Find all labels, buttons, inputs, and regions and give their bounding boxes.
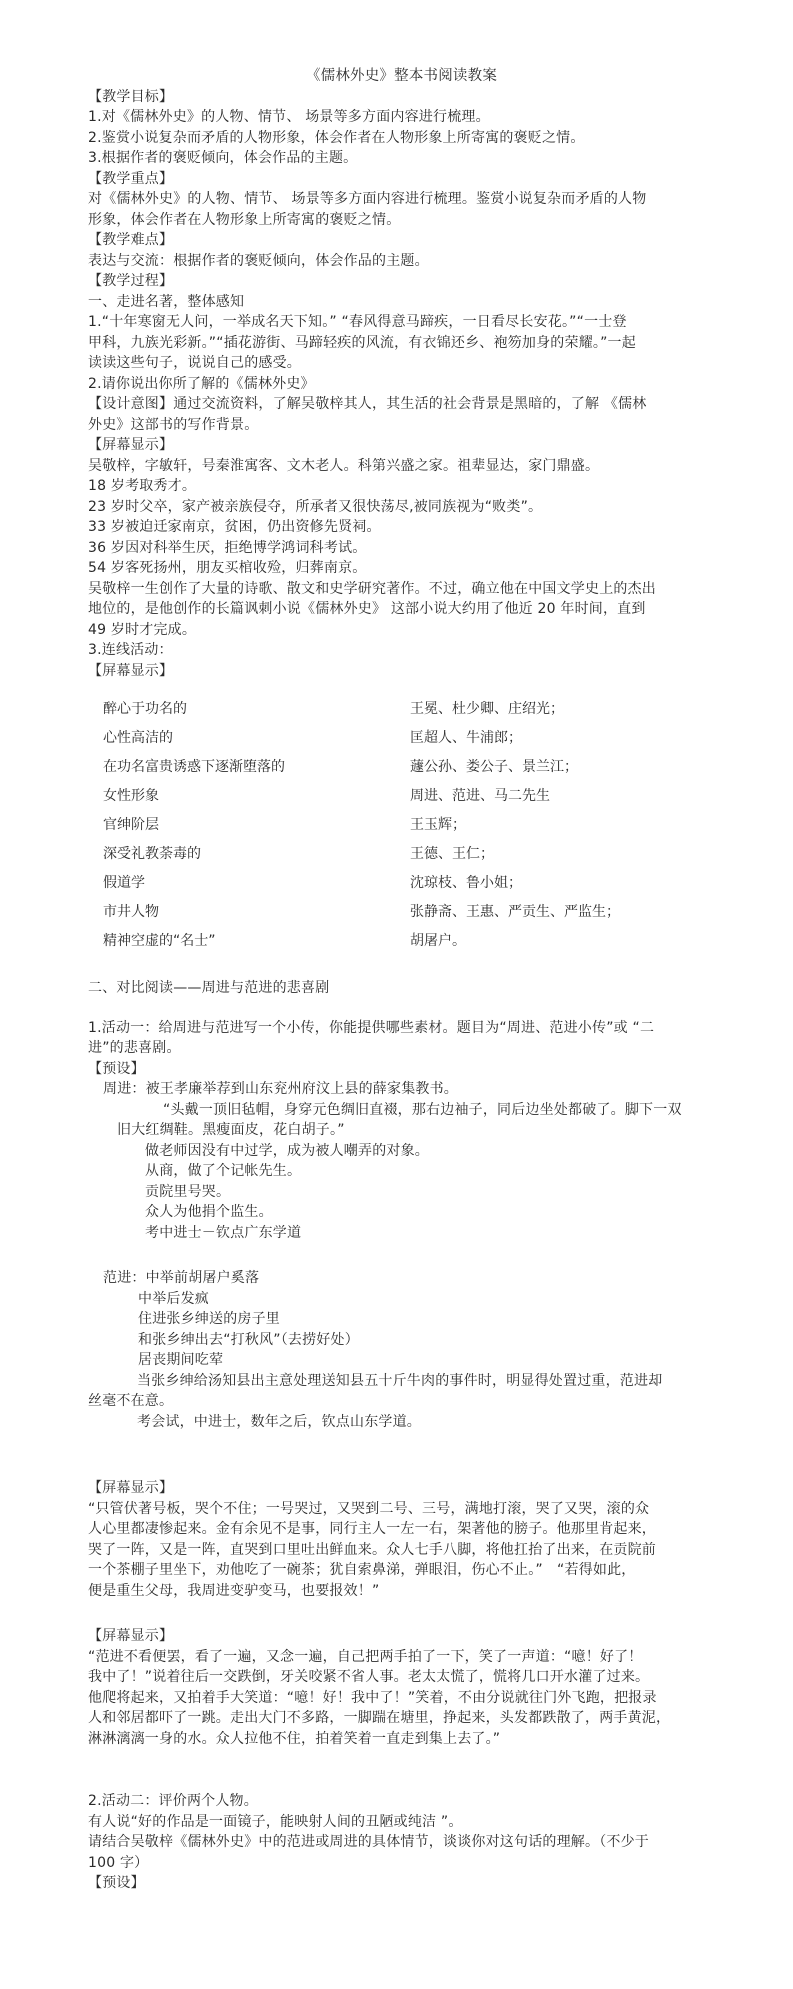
text-line: 范进：中举前胡屠户奚落 — [103, 1270, 260, 1286]
match-left-label: 精神空虚的“名士” — [103, 933, 216, 949]
match-row — [88, 782, 715, 811]
match-left-label: 深受礼教荼毒的 — [103, 846, 201, 862]
text-line: 甲科，九族光彩新。”“插花游街、马蹄轻疾的风流，有衣锦还乡、袍笏加身的荣耀。”一起 — [88, 334, 636, 351]
match-left-label: 官绅阶层 — [103, 817, 159, 833]
match-left-label: 女性形象 — [103, 788, 159, 804]
text-line: 【教学目标】 — [88, 88, 174, 105]
text-line: 100 字） — [88, 1854, 149, 1871]
text-line: 2.请你说出你所了解的《儒林外史》 — [88, 375, 315, 392]
match-row — [88, 811, 715, 840]
match-right-names: 胡屠户。 — [410, 933, 466, 949]
match-right-names: 王冕、杜少卿、庄绍光； — [410, 701, 564, 717]
text-line: 我中了！”说着往后一交跌倒，牙关咬紧不省人事。老太太慌了，慌将几口开水灌了过来。 — [88, 1669, 650, 1685]
text-line: 表达与交流：根据作者的褒贬倾向，体会作品的主题。 — [88, 252, 429, 269]
match-left-label: 假道学 — [103, 875, 145, 891]
text-line: 有人说“好的作品是一面镜子，能映射人间的丑陋或纯洁 ”。 — [88, 1813, 463, 1830]
match-left-label: 市井人物 — [103, 904, 159, 920]
match-row — [88, 927, 715, 956]
match-row — [88, 869, 715, 898]
match-left-label: 在功名富贵诱惑下逐渐堕落的 — [103, 759, 285, 775]
text-line: 对《儒林外史》的人物、情节、 场景等多方面内容进行梳理。鉴赏小说复杂而矛盾的人物 — [88, 191, 647, 207]
text-line: 54 岁客死扬州，朋友买棺收殓，归葬南京。 — [88, 560, 367, 576]
text-line: 【教学过程】 — [88, 273, 174, 289]
text-line: 贡院里号哭。 — [145, 1183, 231, 1200]
text-line: “范进不看便罢，看了一遍，又念一遍，自己把两手拍了一下，笑了一声道：“噫！好了！ — [88, 1648, 643, 1665]
text-line: 居丧期间吃荤 — [138, 1352, 224, 1368]
text-line: 从商，做了个记帐先生。 — [145, 1163, 302, 1179]
text-line: 丝毫不在意。 — [88, 1393, 174, 1409]
text-line: 【预设】 — [88, 1875, 145, 1891]
text-line: 地位的，是他创作的长篇讽刺小说《儒林外史》 这部小说大约用了他近 20 年时间，直到 — [88, 601, 646, 617]
match-row — [88, 840, 715, 869]
document-body — [88, 87, 715, 1894]
match-row — [88, 898, 715, 927]
text-line: 【屏幕显示】 — [88, 437, 174, 453]
text-line: 人和邻居都吓了一跳。走出大门不多路，一脚踹在塘里，挣起来，头发都跌散了，两手黄泥， — [88, 1710, 671, 1726]
match-row — [88, 753, 715, 782]
text-line: 住进张乡绅送的房子里 — [138, 1311, 280, 1327]
text-line: “头戴一顶旧毡帽，身穿元色绸旧直裰，那右边袖子，同后边坐处都破了。脚下一双 — [163, 1101, 682, 1118]
text-line: 18 岁考取秀才。 — [88, 478, 197, 494]
text-line: 一、走进名著，整体感知 — [88, 293, 245, 310]
match-right-names: 蘧公孙、娄公子、景兰江； — [410, 759, 578, 775]
text-line: 考中进士－钦点广东学道 — [145, 1224, 302, 1241]
character-match-list — [88, 695, 715, 956]
text-line: 读读这些句子，说说自己的感受。 — [88, 355, 301, 371]
match-right-names: 张静斋、王惠、严贡生、严监生； — [410, 904, 620, 920]
match-left-label: 醉心于功名的 — [103, 701, 187, 717]
text-line: 人心里都凄惨起来。金有余见不是事，同行主人一左一右，架著他的膀子。他那里肯起来， — [88, 1521, 656, 1537]
text-line: 1.“十年寒窗无人问，一举成名天下知。” “春风得意马蹄疾，一日看尽长安花。”“一士登 — [88, 314, 627, 330]
match-right-names: 周进、范进、马二先生 — [410, 788, 550, 804]
match-right-names: 匡超人、牛浦郎； — [410, 730, 522, 746]
text-line: 2.鉴赏小说复杂而矛盾的人物形象，体会作者在人物形象上所寄寓的褒贬之情。 — [88, 129, 585, 146]
text-line: 哭了一阵，又是一阵，直哭到口里吐出鲜血来。众人七手八脚，将他扛抬了出来，在贡院前 — [88, 1541, 656, 1558]
text-line: 【屏幕显示】 — [88, 1480, 174, 1496]
text-line: 3.根据作者的褒贬倾向，体会作品的主题。 — [88, 150, 358, 166]
text-line: 一个茶棚子里坐下，劝他吃了一碗茶；犹自索鼻涕，弹眼泪，伤心不止。” “若得如此， — [88, 1562, 636, 1578]
text-line: 【屏幕显示】 — [88, 662, 174, 679]
text-line: 和张乡绅出去“打秋风”（去捞好处） — [138, 1331, 359, 1348]
text-line: 1.对《儒林外史》的人物、情节、 场景等多方面内容进行梳理。 — [88, 109, 490, 125]
text-line: “只管伏著号板，哭个不住；一号哭过，又哭到二号、三号，满地打滚，哭了又哭，滚的众 — [88, 1500, 650, 1517]
text-line: 吴敬梓，字敏轩，号秦淮寓客、文木老人。科第兴盛之家。祖辈显达，家门鼎盛。 — [88, 457, 600, 474]
text-line: 36 岁因对科举生厌，拒绝博学鸿词科考试。 — [88, 539, 367, 556]
text-line: 他爬将起来，又拍着手大笑道：“噫！好！我中了！”笑着，不由分说就往门外飞跑，把报录 — [88, 1689, 657, 1706]
text-line: 【教学重点】 — [88, 170, 174, 187]
match-left-label: 心性高洁的 — [103, 730, 173, 746]
text-line: 旧大红绸鞋。黑瘦面皮，花白胡子。” — [117, 1122, 345, 1138]
match-right-names: 沈琼枝、鲁小姐； — [410, 875, 522, 891]
text-line: 23 岁时父卒，家产被亲族侵夺，所承者又很快荡尽,被同族视为“败类”。 — [88, 498, 543, 515]
text-line: 众人为他捐个监生。 — [145, 1204, 273, 1220]
text-line: 3.连线活动： — [88, 642, 173, 658]
text-line: 当张乡绅给汤知县出主意处理送知县五十斤牛肉的事件时，明显得处置过重，范进却 — [137, 1372, 663, 1389]
text-line: 进”的悲喜剧。 — [88, 1040, 181, 1056]
text-line: 2.活动二：评价两个人物。 — [88, 1793, 258, 1809]
text-line: 考会试，中进士，数年之后，钦点山东学道。 — [137, 1413, 421, 1430]
text-line: 中举后发疯 — [138, 1290, 209, 1307]
match-row — [88, 695, 715, 724]
text-line: 形象，体会作者在人物形象上所寄寓的褒贬之情。 — [88, 211, 401, 228]
text-line: 【屏幕显示】 — [88, 1628, 174, 1644]
text-line: 二、对比阅读——周进与范进的悲喜剧 — [88, 980, 330, 996]
text-line: 【设计意图】通过交流资料，了解吴敬梓其人，其生活的社会背景是黑暗的，了解 《儒林 — [88, 396, 647, 412]
text-line: 外史》这部书的写作背景。 — [88, 416, 259, 433]
match-row — [88, 724, 715, 753]
text-line: 请结合吴敬梓《儒林外史》中的范进或周进的具体情节，谈谈你对这句话的理解。（不少于 — [88, 1834, 649, 1850]
text-line: 淋淋漓漓一身的水。众人拉他不住，拍着笑着一直走到集上去了。” — [88, 1730, 501, 1747]
text-line: 49 岁时才完成。 — [88, 621, 197, 638]
text-line: 33 岁被迫迁家南京，贫困，仍出资修先贤祠。 — [88, 519, 381, 535]
text-line: 做老师因没有中过学，成为被人嘲弄的对象。 — [145, 1142, 429, 1159]
match-right-names: 王玉辉； — [410, 817, 466, 833]
text-line: 【教学难点】 — [88, 232, 174, 248]
text-line: 便是重生父母，我周进变驴变马，也要报效！” — [88, 1582, 380, 1599]
text-line: 吴敬梓一生创作了大量的诗歌、散文和史学研究著作。不过，确立他在中国文学史上的杰出 — [88, 580, 656, 597]
text-line: 周进：被王孝廉举荐到山东兖州府汶上县的薛家集教书。 — [103, 1081, 458, 1097]
text-line: 【预设】 — [88, 1060, 145, 1077]
page-title: 《儒林外史》整本书阅读教案 — [305, 68, 498, 84]
text-line: 1.活动一：给周进与范进写一个小传，你能提供哪些素材。题目为“周进、范进小传”或 “二 — [88, 1019, 655, 1036]
match-right-names: 王德、王仁； — [410, 846, 494, 862]
